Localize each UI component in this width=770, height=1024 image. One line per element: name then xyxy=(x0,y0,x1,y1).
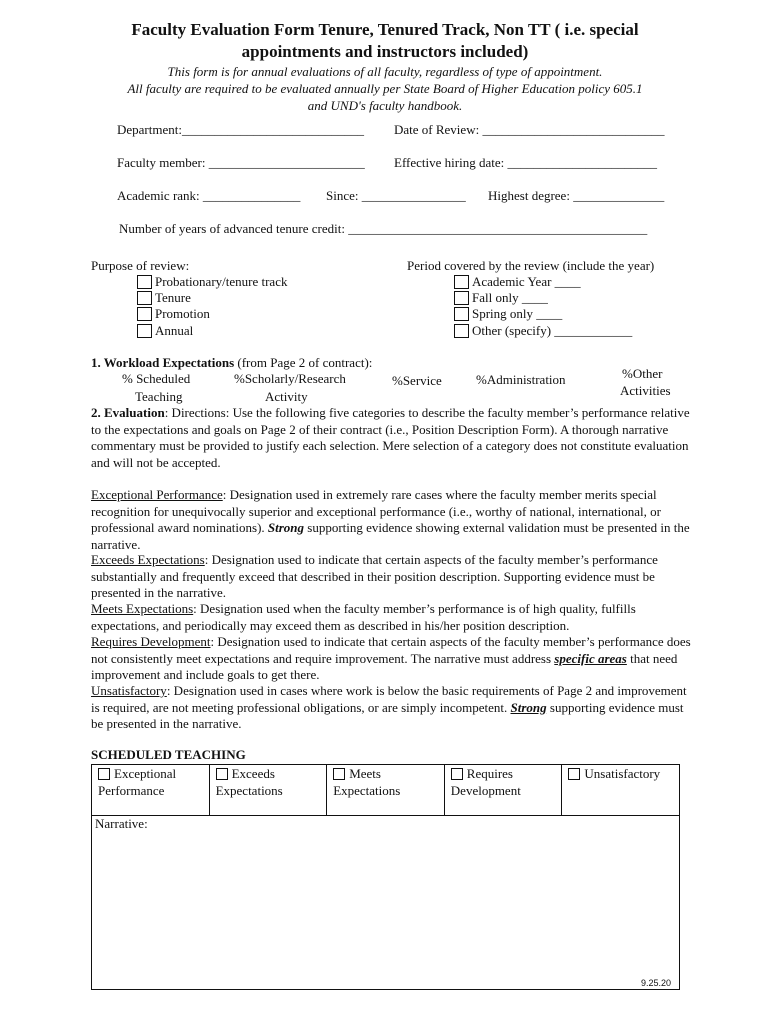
narrative-label: Narrative: xyxy=(95,816,148,831)
category-exceptional: Exceptional Performance: Designation used in extremely rare cases where the faculty member merits special recognition for unequivocally superior and exceptional performance (i.e., worthy of national, international, or professional award nominations). Strong supporting evidence showing external validation must be presented in the narrative. xyxy=(91,487,690,552)
checkbox-icon[interactable] xyxy=(137,291,152,305)
workload-other-label: %Other xyxy=(622,366,663,381)
purpose-option-promotion[interactable]: Promotion xyxy=(137,306,210,323)
evaluation-directions: 2. Evaluation: Directions: Use the following five categories to describe the faculty member’s performance relative to the expectations and goals on Page 2 of their contract (i.e., Position Description Form). A thorough narrative commentary must be provided to justify each selection. Mere selection of a category does not constitute evaluation and will not be accepted. xyxy=(91,405,690,470)
checkbox-icon[interactable] xyxy=(568,768,580,780)
category-requires: Requires Development: Designation used to indicate that certain aspects of the faculty member’s performance does not consistently meet expectations and require improvement. The narrative must address specific areas that need improvement and include goals to get there. xyxy=(91,634,691,682)
academic-rank-field[interactable]: Academic rank: _______________ xyxy=(117,188,301,203)
version-date: 9.25.20 xyxy=(641,978,672,988)
rating-exceptional[interactable]: Exceptional Performance xyxy=(92,765,210,815)
period-option-other[interactable]: Other (specify) ____________ xyxy=(454,323,632,340)
checkbox-icon[interactable] xyxy=(451,768,463,780)
rating-meets[interactable]: Meets Expectations xyxy=(327,765,445,815)
rating-table xyxy=(91,764,680,816)
effective-hiring-date-field[interactable]: Effective hiring date: _______________________ xyxy=(394,155,657,170)
rating-unsatisfactory[interactable]: Unsatisfactory xyxy=(562,765,679,815)
workload-heading: 1. Workload Expectations (from Page 2 of contract): xyxy=(91,355,373,370)
subtitle-line2: All faculty are required to be evaluated annually per State Board of Higher Education policy 605.1 xyxy=(127,81,643,96)
workload-activity-label: Activity xyxy=(265,389,308,404)
period-option-academic-year[interactable]: Academic Year ____ xyxy=(454,274,581,291)
workload-scholarly-label: %Scholarly/Research xyxy=(234,371,346,386)
subtitle-line1: This form is for annual evaluations of all faculty, regardless of type of appointment. xyxy=(167,64,603,79)
checkbox-icon[interactable] xyxy=(137,275,152,289)
category-meets: Meets Expectations: Designation used when the faculty member’s performance is of high quality, fulfills expectations, and periodically may exceed them as described in his/her position description. xyxy=(91,601,636,633)
period-covered-label: Period covered by the review (include the year) xyxy=(407,258,655,273)
department-field[interactable]: Department:____________________________ xyxy=(117,122,364,137)
checkbox-icon[interactable] xyxy=(216,768,228,780)
rating-exceeds[interactable]: Exceeds Expectations xyxy=(210,765,328,815)
purpose-of-review-label: Purpose of review: xyxy=(91,258,190,273)
narrative-box[interactable] xyxy=(91,816,680,990)
highest-degree-field[interactable]: Highest degree: ______________ xyxy=(488,188,665,203)
tenure-credit-field[interactable]: Number of years of advanced tenure credit: ______________________________________________ xyxy=(119,221,648,236)
category-unsatisfactory: Unsatisfactory: Designation used in cases where work is below the basic requirements of Page 2 and improvement is required, are not meeting professional obligations, or are simply incompetent. Strong supporting evidence must be presented in the narrative. xyxy=(91,683,687,731)
faculty-member-field[interactable]: Faculty member: ________________________ xyxy=(117,155,365,170)
checkbox-icon[interactable] xyxy=(454,307,469,321)
period-option-spring[interactable]: Spring only ____ xyxy=(454,306,562,323)
workload-service-label: %Service xyxy=(392,373,442,388)
checkbox-icon[interactable] xyxy=(333,768,345,780)
scheduled-teaching-heading: SCHEDULED TEACHING xyxy=(91,747,246,762)
workload-other-activities-label: Activities xyxy=(620,383,671,398)
checkbox-icon[interactable] xyxy=(454,275,469,289)
form-title xyxy=(0,19,770,63)
workload-scheduled-teaching-label: % Scheduled xyxy=(122,371,191,386)
checkbox-icon[interactable] xyxy=(137,324,152,338)
date-of-review-field[interactable]: Date of Review: ____________________________ xyxy=(394,122,665,137)
workload-teaching-label: Teaching xyxy=(135,389,183,404)
form-title-line2: appointments and instructors included) xyxy=(241,42,529,61)
purpose-option-probationary[interactable]: Probationary/tenure track xyxy=(137,274,287,291)
form-subtitle xyxy=(0,63,770,114)
category-exceeds: Exceeds Expectations: Designation used to indicate that certain aspects of the faculty member’s performance substantially and frequently exceed that described in their position description. Supporting evidence must be presented in the narrative. xyxy=(91,552,658,600)
checkbox-icon[interactable] xyxy=(454,324,469,338)
since-field[interactable]: Since: ________________ xyxy=(326,188,466,203)
checkbox-icon[interactable] xyxy=(454,291,469,305)
checkbox-icon[interactable] xyxy=(98,768,110,780)
period-option-fall[interactable]: Fall only ____ xyxy=(454,290,548,307)
purpose-option-tenure[interactable]: Tenure xyxy=(137,290,191,307)
checkbox-icon[interactable] xyxy=(137,307,152,321)
subtitle-line3: and UND's faculty handbook. xyxy=(307,98,463,113)
rating-requires[interactable]: Requires Development xyxy=(445,765,563,815)
workload-administration-label: %Administration xyxy=(476,372,566,387)
purpose-option-annual[interactable]: Annual xyxy=(137,323,193,340)
form-title-line1: Faculty Evaluation Form Tenure, Tenured Track, Non TT ( i.e. special xyxy=(131,20,639,39)
